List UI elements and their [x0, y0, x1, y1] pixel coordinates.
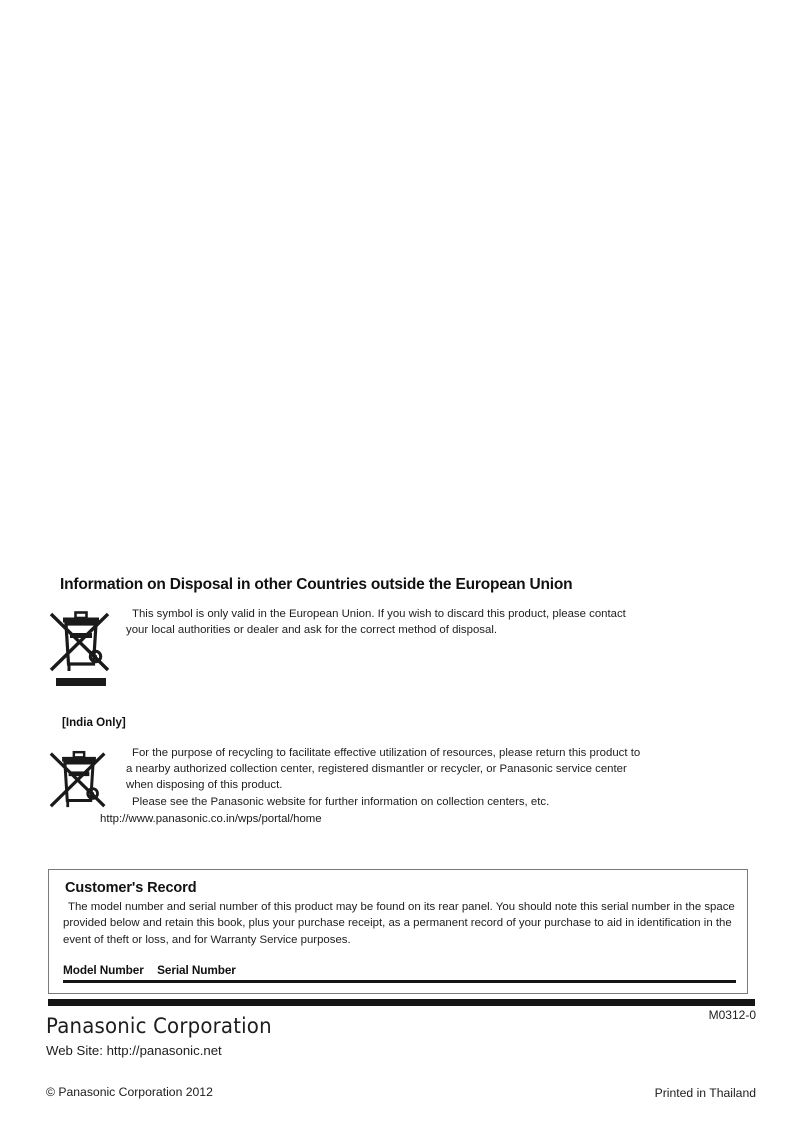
india-body-line-1: For the purpose of recycling to facilitate effective utilization of resources, please return this product to — [132, 747, 641, 759]
customers-record-title: Customer's Record — [65, 880, 197, 896]
weee-symbol-cell — [48, 741, 126, 811]
page-footer — [0, 1006, 802, 1136]
panasonic-corporation-logo: Panasonic Corporation — [46, 1014, 272, 1038]
customers-record-fields — [63, 963, 735, 977]
record-body-line-3: your purchase to aid in identification in the event of theft or loss, and for Warranty Service purposes. — [63, 917, 732, 946]
disposal-section — [48, 576, 758, 686]
record-body-line-1: The model number and serial number of this product may be found on its rear panel. You should note this serial — [68, 901, 629, 913]
panasonic-website[interactable]: Web Site: http://panasonic.net — [46, 1043, 222, 1058]
india-body-line-3: when disposing of this product. — [126, 779, 283, 792]
model-code: M0312-0 — [708, 1008, 756, 1022]
india-body-line-2: a nearby authorized collection center, registered dismantler or recycler, or Panasonic service center — [126, 763, 627, 776]
weee-crossed-out-wheeled-bin-icon — [48, 745, 110, 811]
serial-number-label: Serial Number — [157, 963, 236, 978]
disposal-symbol-text — [126, 602, 758, 638]
disposal-symbol-row — [48, 602, 758, 686]
india-symbol-row — [48, 741, 758, 811]
india-website-url[interactable]: http://www.panasonic.co.in/wps/portal/home — [100, 813, 322, 825]
weee-crossed-out-wheeled-bin-with-bar-icon — [48, 606, 114, 686]
disposal-section-heading: Information on Disposal in other Countries outside the European Union — [60, 576, 573, 593]
india-body-line-4: Please see the Panasonic website for further information on collection centers, etc. — [132, 795, 550, 808]
customers-record-box — [48, 869, 748, 994]
customers-record-body — [63, 899, 735, 948]
india-only-label: [India Only] — [62, 716, 126, 729]
weee-symbol-with-bar-cell — [48, 602, 126, 686]
footer-divider-bar — [48, 999, 755, 1006]
customers-record-write-in-rule — [63, 980, 736, 983]
disposal-body-line-1: This symbol is only valid in the European Union. If you wish to discard this product, please contact — [132, 608, 626, 620]
printed-in-notice: Printed in Thailand — [654, 1086, 756, 1100]
copyright-notice: © Panasonic Corporation 2012 — [46, 1085, 213, 1099]
india-symbol-text — [126, 741, 758, 810]
model-number-label: Model Number — [63, 963, 144, 978]
india-section — [48, 716, 758, 828]
disposal-body-line-2: your local authorities or dealer and ask for the correct method of disposal. — [126, 624, 498, 637]
record-body-line-2: number in the space provided below and retain this book, plus your purchase receipt, as a permanent record of — [63, 901, 735, 930]
